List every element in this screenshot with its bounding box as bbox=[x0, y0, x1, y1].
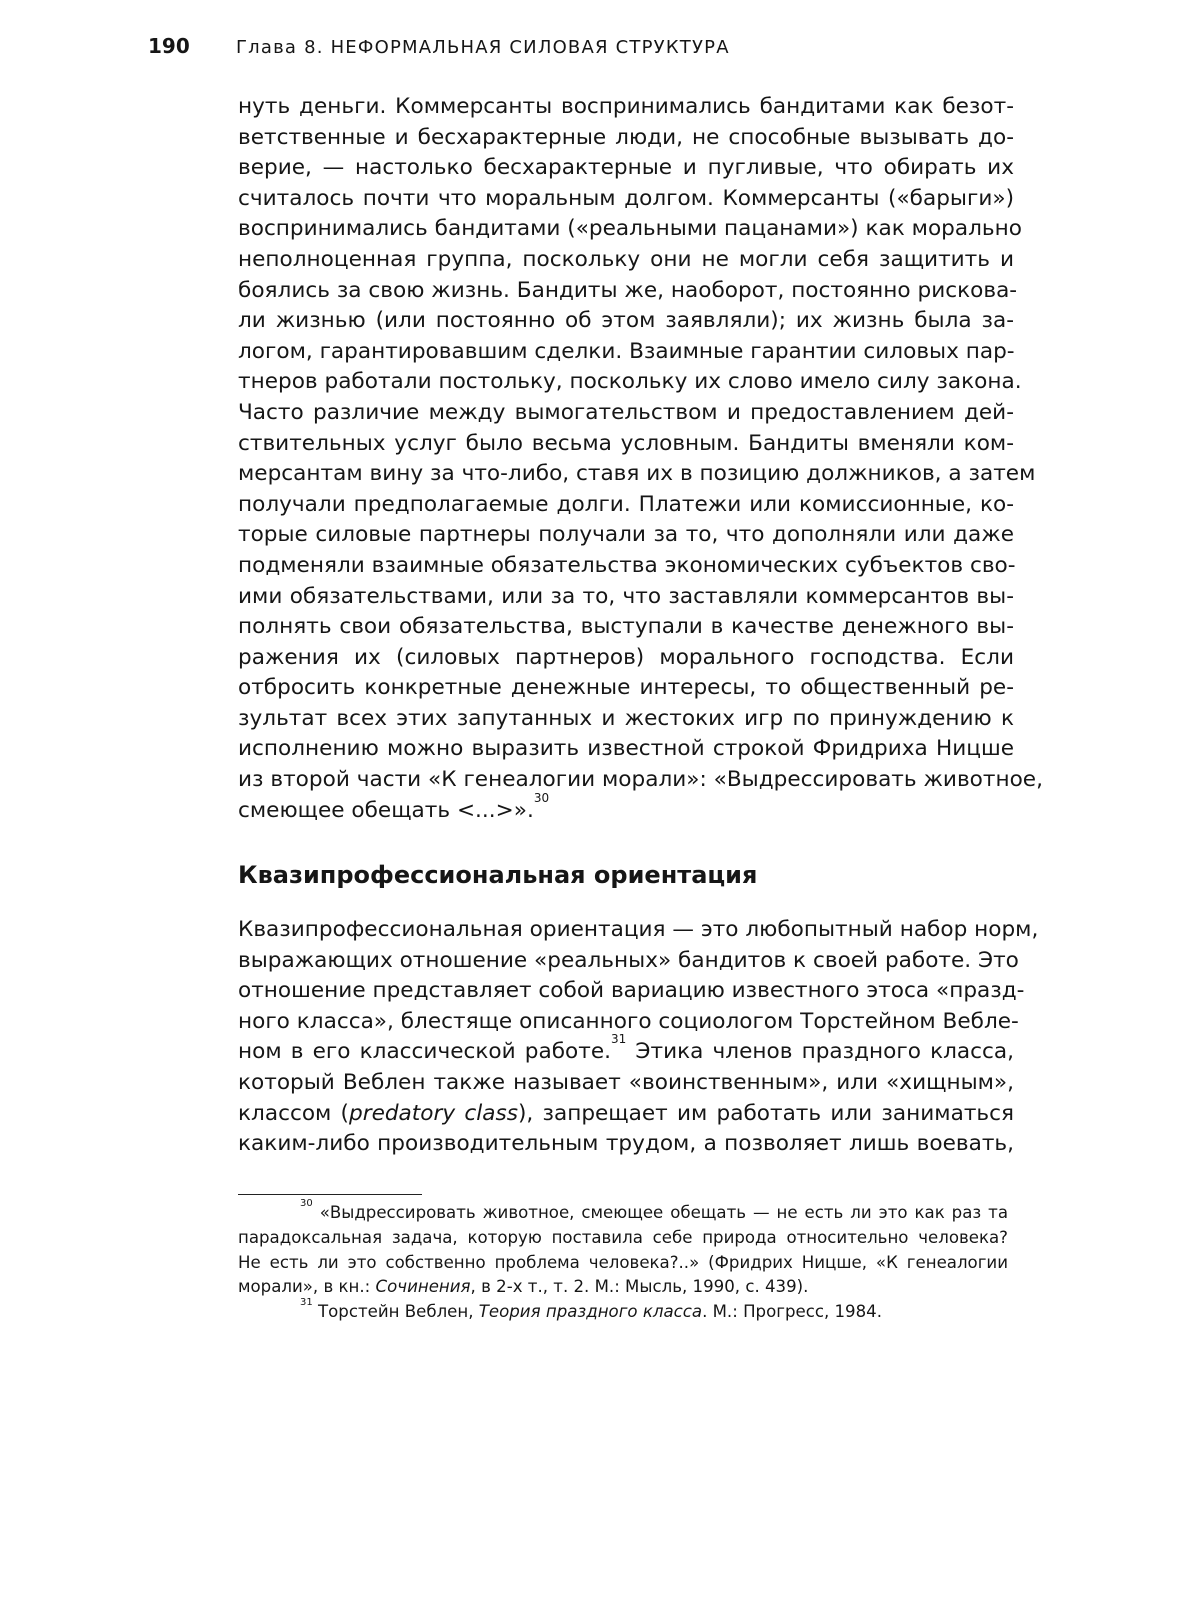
ref-line-after: Этика членов праздного класса, bbox=[626, 1039, 1014, 1065]
paragraph-1 bbox=[238, 92, 1043, 826]
text-line: тнеров работали постольку, поскольку их слово имело силу закона. bbox=[238, 369, 1022, 395]
text-line: ного класса», блестяще описанного социологом Торстейном Вебле- bbox=[238, 1008, 1019, 1034]
footnote-30-line bbox=[238, 1198, 1008, 1226]
footnote-31-line bbox=[238, 1297, 1008, 1325]
text-line: подменяли взаимные обязательства экономических субъектов сво- bbox=[238, 552, 1016, 578]
footnote-31-number: 31 bbox=[300, 1297, 313, 1309]
text-line: ствительных услуг было весьма условным. Бандиты вменяли ком- bbox=[238, 430, 1014, 456]
text-line: боялись за свою жизнь. Бандиты же, наоборот, постоянно рискова- bbox=[238, 277, 1018, 303]
text-line: отбросить конкретные денежные интересы, то общественный ре- bbox=[238, 675, 1014, 701]
footnote-ref-31[interactable]: 31 bbox=[611, 1032, 627, 1047]
text-line: отношение представляет собой вариацию известного этоса «празд- bbox=[238, 978, 1025, 1004]
footnote-30-line4-italic: Сочинения bbox=[375, 1277, 471, 1297]
text-line: из второй части «К генеалогии морали»: «Выдрессировать животное, bbox=[238, 767, 1043, 793]
footnote-31-italic: Теория праздного класса bbox=[478, 1302, 703, 1322]
text-line-with-ref bbox=[238, 1032, 1014, 1068]
text-line: исполнению можно выразить известной строкой Фридриха Ницше bbox=[238, 736, 1014, 762]
footnotes bbox=[238, 1198, 1008, 1325]
text-line: верие, — настолько бесхарактерные и пугливые, что обирать их bbox=[238, 155, 1014, 181]
footnote-30-line: Не есть ли это собственно проблема человека?..» (Фридрих Ницше, «К генеалогии bbox=[238, 1252, 1008, 1272]
page-number: 190 bbox=[148, 34, 190, 58]
text-line: полнять свои обязательства, выступали в качестве денежного вы- bbox=[238, 614, 1014, 640]
text-line: воспринимались бандитами («реальными пацанами») как морально bbox=[238, 216, 1022, 242]
text-line: который Веблен также называет «воинственным», или «хищным», bbox=[238, 1069, 1014, 1095]
text-line: ражения их (силовых партнеров) морального господства. Если bbox=[238, 644, 1014, 670]
footnote-30-line: парадоксальная задача, которую поставила себе природа относительно человека? bbox=[238, 1227, 1008, 1247]
footnote-30-line4-after: , в 2-х т., т. 2. М.: Мысль, 1990, с. 439). bbox=[470, 1277, 809, 1297]
text-line: ими обязательствами, или за то, что заставляли коммерсантов вы- bbox=[238, 583, 1014, 609]
text-line: ветственные и бесхарактерные люди, не способные вызывать до- bbox=[238, 124, 1014, 150]
chapter-title: Глава 8. НЕФОРМАЛЬНАЯ СИЛОВАЯ СТРУКТУРА bbox=[236, 37, 730, 58]
text-line: Квазипрофессиональная ориентация — это любопытный набор норм, bbox=[238, 917, 1039, 942]
footnote-30-number: 30 bbox=[300, 1198, 313, 1209]
footnote-ref-30[interactable]: 30 bbox=[533, 790, 550, 805]
text-line: нуть деньги. Коммерсанты воспринимались бандитами как безот- bbox=[238, 94, 1014, 119]
text-line: каким-либо производительным трудом, а позволяет лишь воевать, bbox=[238, 1131, 1014, 1157]
text-line: мерсантам вину за что-либо, ставя их в позицию должников, а затем bbox=[238, 461, 1036, 487]
footnote-31-before: Торстейн Веблен, bbox=[312, 1302, 479, 1322]
text-line: торые силовые партнеры получали за то, что дополняли или даже bbox=[238, 522, 1014, 548]
last-line-text: смеющее обещать <...>». bbox=[238, 797, 534, 823]
running-head bbox=[148, 34, 1028, 64]
text-line: получали предполагаемые долги. Платежи или комиссионные, ко- bbox=[238, 491, 1014, 517]
text-line: выражающих отношение «реальных» бандитов к своей работе. Это bbox=[238, 947, 1019, 973]
text-line: логом, гарантировавшим сделки. Взаимные гарантии силовых пар- bbox=[238, 338, 1015, 364]
paragraph-2 bbox=[238, 915, 1039, 1160]
text-line-last bbox=[238, 790, 1014, 827]
text-line: неполноценная группа, поскольку они не могли себя защитить и bbox=[238, 246, 1014, 272]
text-line-with-italic bbox=[238, 1099, 1014, 1130]
footnote-30-line4-before: морали», в кн.: bbox=[238, 1277, 376, 1297]
footnote-30-text: «Выдрессировать животное, смеющее обещать — не есть ли это как раз та bbox=[312, 1203, 1008, 1222]
text-line: ли жизнью (или постоянно об этом заявляли); их жизнь была за- bbox=[238, 308, 1014, 334]
footnote-30-line bbox=[238, 1275, 1008, 1300]
section-heading: Квазипрофессиональная ориентация bbox=[238, 861, 758, 889]
ref-line-before: ном в его классической работе. bbox=[238, 1039, 612, 1065]
line-7-before: классом ( bbox=[238, 1100, 349, 1126]
text-line: считалось почти что моральным долгом. Коммерсанты («барыги») bbox=[238, 185, 1014, 211]
line-7-after: ), запрещает им работать или заниматься bbox=[517, 1100, 1014, 1126]
line-7-italic: predatory class bbox=[348, 1100, 518, 1126]
text-line: зультат всех этих запутанных и жестоких игр по принуждению к bbox=[238, 705, 1014, 731]
footnote-separator bbox=[238, 1194, 422, 1195]
text-line: Часто различие между вымогательством и предоставлением дей- bbox=[238, 399, 1014, 425]
footnote-31-after: . М.: Прогресс, 1984. bbox=[702, 1302, 882, 1322]
